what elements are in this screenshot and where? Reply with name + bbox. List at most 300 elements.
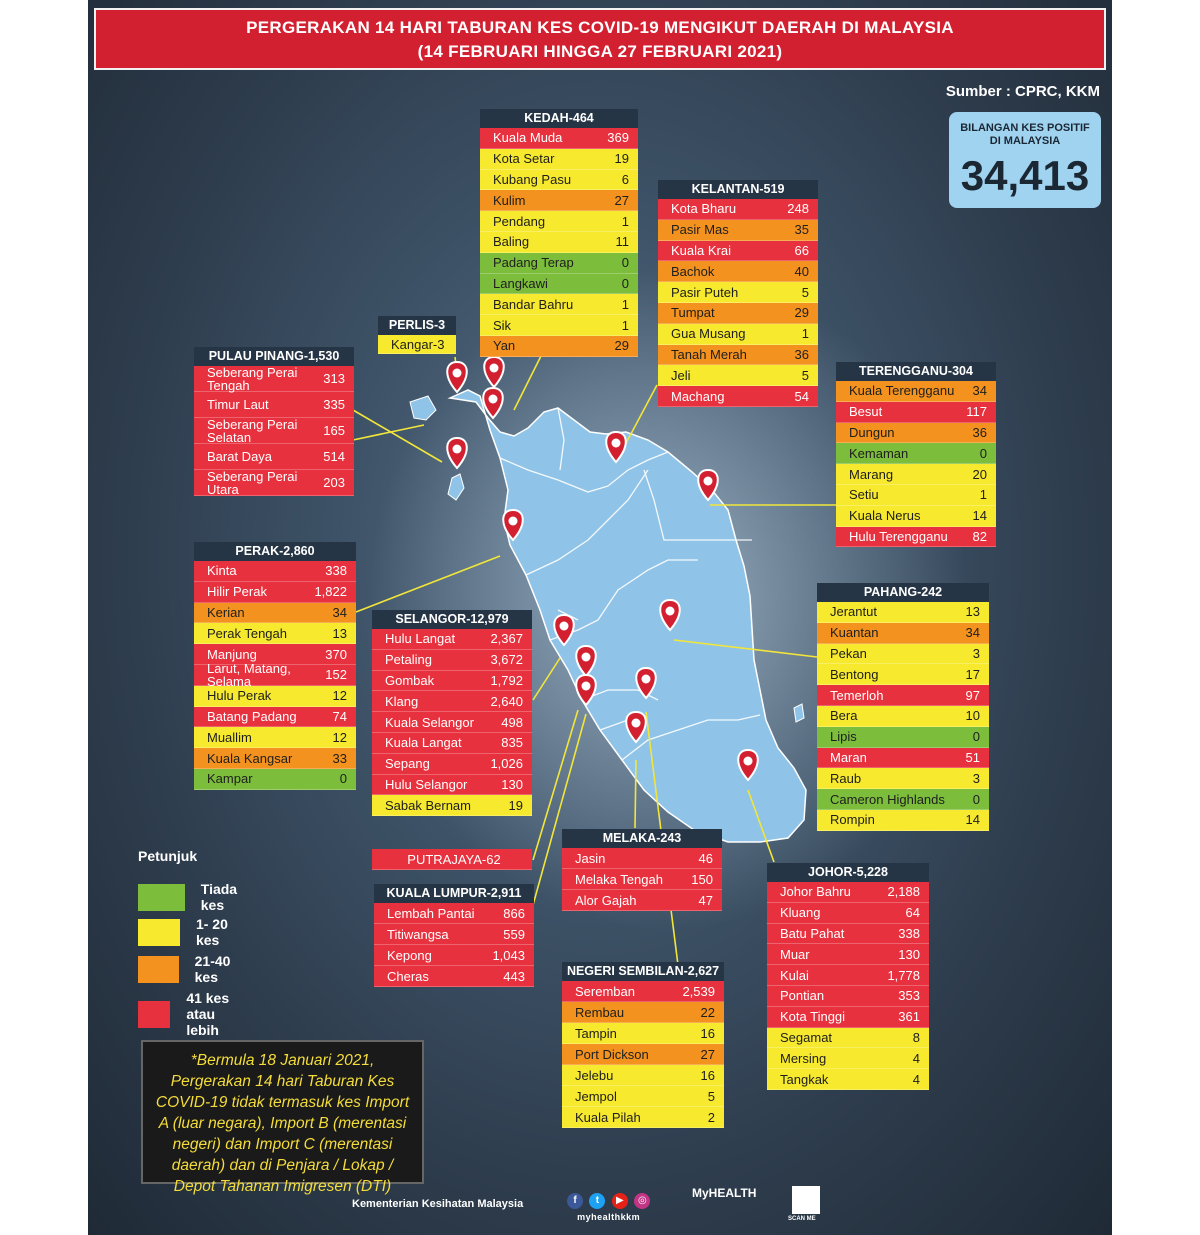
- district-value: 3,672: [490, 652, 523, 668]
- panel-title: PERLIS-3: [378, 316, 456, 335]
- district-value: 33: [332, 750, 347, 766]
- district-value: 36: [972, 424, 987, 440]
- district-value: 0: [339, 771, 347, 787]
- district-value: 165: [323, 423, 345, 438]
- district-row: [836, 423, 996, 444]
- panel-ns: [562, 962, 724, 1128]
- district-value: 2,188: [887, 884, 920, 900]
- district-name: Bentong: [830, 666, 879, 682]
- district-row: [562, 981, 724, 1002]
- district-name: Alor Gajah: [575, 892, 637, 908]
- district-value: 46: [698, 850, 713, 866]
- district-row: [372, 629, 532, 650]
- poster: [88, 0, 1112, 1235]
- district-row: [480, 128, 638, 149]
- district-value: 29: [614, 338, 629, 354]
- district-name: Kuala Selangor: [385, 714, 474, 730]
- district-name: Cheras: [387, 968, 429, 984]
- district-name: Petaling: [385, 652, 432, 668]
- district-row: [374, 945, 534, 966]
- district-name: Baling: [493, 234, 530, 250]
- district-row: [658, 365, 818, 386]
- district-value: 443: [503, 968, 525, 984]
- district-name: Machang: [671, 388, 725, 404]
- district-name: Kuala Kangsar: [207, 750, 293, 766]
- district-name: Titiwangsa: [387, 926, 449, 942]
- district-value: 514: [323, 449, 345, 464]
- district-row: [562, 1065, 724, 1086]
- district-value: 5: [801, 284, 809, 300]
- district-value: 559: [503, 926, 525, 942]
- district-name: Pontian: [780, 988, 825, 1004]
- district-row: [194, 561, 356, 582]
- district-value: 97: [965, 687, 980, 703]
- district-row: [372, 712, 532, 733]
- district-name: Hilir Perak: [207, 584, 267, 600]
- district-row: [817, 623, 989, 644]
- youtube-icon[interactable]: ▶: [612, 1193, 628, 1209]
- district-value: 335: [323, 397, 345, 412]
- social-handle: myhealthkkm: [577, 1212, 641, 1222]
- district-name: Seberang Perai Tengah: [207, 364, 298, 393]
- district-name: Larut, Matang, Selama: [207, 660, 291, 689]
- twitter-icon[interactable]: t: [589, 1193, 605, 1209]
- district-value: 0: [621, 275, 629, 291]
- panel-kl: [374, 884, 534, 987]
- district-row: [767, 903, 929, 924]
- district-name: Kepong: [387, 947, 432, 963]
- district-value: 14: [965, 812, 980, 828]
- district-name: Kemaman: [849, 445, 909, 461]
- legend-label: 21-40 kes: [194, 953, 231, 985]
- district-row: [767, 1069, 929, 1090]
- panel-title: KEDAH-464: [480, 109, 638, 128]
- panel-title: JOHOR-5,228: [767, 863, 929, 882]
- district-name: Tumpat: [671, 305, 715, 321]
- district-row: [767, 944, 929, 965]
- legend-swatch: [138, 919, 180, 946]
- district-name: Besut: [849, 404, 883, 420]
- panel-putrajaya: [372, 849, 532, 870]
- qr-code-icon[interactable]: [792, 1186, 820, 1214]
- panel-title: TERENGGANU-304: [836, 362, 996, 381]
- district-value: 361: [898, 1009, 920, 1025]
- district-value: 498: [501, 714, 523, 730]
- district-name: Kota Setar: [493, 151, 555, 167]
- title-line-2: (14 FEBRUARI HINGGA 27 FEBRUARI 2021): [417, 42, 783, 61]
- district-value: 4: [912, 1050, 920, 1066]
- district-row: [480, 315, 638, 336]
- district-row: [194, 444, 354, 470]
- panel-perak: [194, 542, 356, 790]
- district-name: Kulim: [493, 192, 526, 208]
- district-row: [658, 386, 818, 407]
- district-value: 1: [621, 317, 629, 333]
- district-name: Gombak: [385, 672, 435, 688]
- district-name: Rembau: [575, 1004, 625, 1020]
- district-name: Jasin: [575, 850, 606, 866]
- panel-johor: [767, 863, 929, 1090]
- district-name: Port Dickson: [575, 1046, 649, 1062]
- panel-selangor: [372, 610, 532, 816]
- district-value: 835: [501, 735, 523, 751]
- district-name: Gua Musang: [671, 326, 746, 342]
- title-line-1: PERGERAKAN 14 HARI TABURAN KES COVID-19 MENGIKUT DAERAH DI MALAYSIA: [246, 18, 954, 37]
- district-value: 13: [965, 604, 980, 620]
- district-name: Pendang: [493, 213, 546, 229]
- district-row: [658, 345, 818, 366]
- legend-swatch: [138, 1001, 170, 1028]
- total-cases-box: [949, 112, 1101, 208]
- legend-swatch: [138, 956, 179, 983]
- district-value: 1,822: [314, 584, 347, 600]
- district-value: 4: [912, 1071, 920, 1087]
- district-value: 74: [332, 708, 347, 724]
- legend-swatch: [138, 884, 185, 911]
- district-row: [817, 664, 989, 685]
- district-row: [372, 795, 532, 816]
- title-bar: [94, 8, 1106, 70]
- district-value: 1: [979, 487, 987, 503]
- district-name: Bera: [830, 708, 858, 724]
- district-row: [194, 769, 356, 790]
- district-row: [194, 707, 356, 728]
- district-value: 29: [794, 305, 809, 321]
- district-name: Rompin: [830, 812, 875, 828]
- panel-title: KELANTAN-519: [658, 180, 818, 199]
- district-row: [767, 882, 929, 903]
- district-value: 22: [700, 1004, 715, 1020]
- district-value: 5: [801, 367, 809, 383]
- district-value: 47: [698, 892, 713, 908]
- district-name: Bandar Bahru: [493, 296, 574, 312]
- facebook-icon[interactable]: f: [567, 1193, 583, 1209]
- district-value: 27: [700, 1046, 715, 1062]
- district-value: 10: [965, 708, 980, 724]
- district-row: [817, 789, 989, 810]
- district-row: [817, 706, 989, 727]
- district-value: 13: [332, 625, 347, 641]
- district-value: 370: [325, 646, 347, 662]
- panel-title: PAHANG-242: [817, 583, 989, 602]
- district-name: Hulu Selangor: [385, 776, 468, 792]
- district-value: 12: [332, 729, 347, 745]
- district-value: 27: [614, 192, 629, 208]
- district-row: [767, 1028, 929, 1049]
- district-row: [372, 754, 532, 775]
- district-row: [480, 253, 638, 274]
- district-value: 11: [615, 234, 629, 250]
- district-value: 8: [912, 1029, 920, 1045]
- district-name: Kuala Muda: [493, 130, 563, 146]
- district-name: Seremban: [575, 983, 635, 999]
- district-row: [372, 691, 532, 712]
- district-row: [562, 1086, 724, 1107]
- district-name: Kota Tinggi: [780, 1009, 846, 1025]
- district-row: [658, 303, 818, 324]
- panel-title: PERAK-2,860: [194, 542, 356, 561]
- district-value: 1: [621, 296, 629, 312]
- panel-kelantan: [658, 180, 818, 407]
- panel-melaka: [562, 829, 722, 911]
- district-row: [562, 890, 722, 911]
- district-name: Pasir Puteh: [671, 284, 739, 300]
- district-row: [372, 775, 532, 796]
- district-name: Kulai: [780, 967, 809, 983]
- district-value: 369: [607, 130, 629, 146]
- district-name: Kluang: [780, 905, 821, 921]
- district-name: Tanah Merah: [671, 346, 747, 362]
- district-name: Barat Daya: [207, 449, 273, 464]
- district-row: [562, 1044, 724, 1065]
- district-name: Melaka Tengah: [575, 871, 663, 887]
- district-name: Jempol: [575, 1088, 617, 1104]
- district-value: 1,778: [887, 967, 920, 983]
- district-name: Seberang Perai Utara: [207, 468, 298, 497]
- district-name: Jeli: [671, 367, 691, 383]
- district-value: 5: [707, 1088, 715, 1104]
- district-value: 40: [794, 263, 809, 279]
- district-row: [480, 336, 638, 357]
- district-row: [562, 848, 722, 869]
- district-value: 16: [700, 1067, 715, 1083]
- district-name: Manjung: [207, 646, 257, 662]
- district-name: Marang: [849, 466, 894, 482]
- district-row: [817, 768, 989, 789]
- instagram-icon[interactable]: ◎: [634, 1193, 650, 1209]
- district-value: 66: [794, 242, 809, 258]
- source-label: Sumber : CPRC, KKM: [945, 83, 1100, 100]
- footer-social: [566, 1190, 651, 1222]
- district-row: [194, 623, 356, 644]
- district-value: 34: [965, 625, 980, 641]
- district-name: Klang: [385, 693, 419, 709]
- district-row: [480, 190, 638, 211]
- district-name: Lembah Pantai: [387, 905, 475, 921]
- district-row: [372, 733, 532, 754]
- district-value: 0: [621, 255, 629, 271]
- district-value: 34: [332, 604, 347, 620]
- district-name: Temerloh: [830, 687, 884, 703]
- district-value: 1: [801, 326, 809, 342]
- district-value: 150: [691, 871, 713, 887]
- district-value: 338: [898, 925, 920, 941]
- district-value: 16: [700, 1025, 715, 1041]
- district-value: 866: [503, 905, 525, 921]
- district-name: Tangkak: [780, 1071, 829, 1087]
- district-name: Kuala Terengganu: [849, 383, 955, 399]
- district-value: 130: [501, 776, 523, 792]
- district-name: Hulu Perak: [207, 688, 272, 704]
- district-name: Segamat: [780, 1029, 833, 1045]
- district-name: Muar: [780, 946, 810, 962]
- district-name: Maran: [830, 749, 867, 765]
- district-value: 51: [965, 749, 980, 765]
- district-value: 20: [972, 466, 987, 482]
- district-value: 0: [972, 791, 980, 807]
- legend-label: 41 kes atau lebih: [186, 990, 230, 1038]
- legend: [138, 848, 238, 1038]
- district-name: Sabak Bernam: [385, 797, 471, 813]
- district-value: 0: [972, 729, 980, 745]
- district-name: Kuala Pilah: [575, 1109, 641, 1125]
- district-row: [480, 170, 638, 191]
- district-row: [562, 1023, 724, 1044]
- district-name: Kerian: [207, 604, 245, 620]
- district-row: [767, 1048, 929, 1069]
- district-name: Pekan: [830, 645, 867, 661]
- district-row: [817, 602, 989, 623]
- district-value: 0: [979, 445, 987, 461]
- panel-title: SELANGOR-12,979: [372, 610, 532, 629]
- district-value: 313: [323, 371, 345, 386]
- district-row: [658, 324, 818, 345]
- district-value: 1,026: [490, 756, 523, 772]
- legend-item-low: [138, 916, 237, 948]
- district-row: [767, 1007, 929, 1028]
- district-name: Yan: [493, 338, 516, 354]
- district-row: [194, 366, 354, 392]
- district-row: [836, 527, 996, 548]
- district-value: 203: [323, 475, 345, 490]
- panel-perlis: [378, 316, 456, 354]
- district-row: [374, 966, 534, 987]
- district-row: [372, 650, 532, 671]
- district-name: Padang Terap: [493, 255, 574, 271]
- district-row: [372, 671, 532, 692]
- district-value: 19: [614, 151, 629, 167]
- district-name: Hulu Terengganu: [849, 528, 948, 544]
- district-row: [562, 869, 722, 890]
- district-value: 14: [972, 508, 987, 524]
- district-row: [817, 727, 989, 748]
- district-value: 17: [965, 666, 980, 682]
- district-value: 338: [325, 563, 347, 579]
- panel-title: KUALA LUMPUR-2,911: [374, 884, 534, 903]
- district-row: [658, 261, 818, 282]
- district-row: [194, 418, 354, 444]
- panel-title: NEGERI SEMBILAN-2,627: [562, 962, 724, 981]
- panel-kedah: [480, 109, 638, 357]
- district-row: [374, 903, 534, 924]
- district-row: [817, 644, 989, 665]
- district-name: Cameron Highlands: [830, 791, 945, 807]
- district-value: 2,640: [490, 693, 523, 709]
- district-value: 353: [898, 988, 920, 1004]
- district-name: Pasir Mas: [671, 222, 729, 238]
- district-row: [767, 986, 929, 1007]
- district-row: [480, 274, 638, 295]
- district-value: 64: [905, 905, 920, 921]
- panel-terengganu: [836, 362, 996, 547]
- district-name: Kota Bharu: [671, 201, 737, 217]
- district-name: Johor Bahru: [780, 884, 851, 900]
- district-value: 54: [794, 388, 809, 404]
- district-row: [767, 965, 929, 986]
- qr-scan-label: SCAN ME: [788, 1216, 816, 1222]
- footer-ministry: Kementerian Kesihatan Malaysia: [352, 1198, 524, 1210]
- putrajaya-label: PUTRAJAYA-62: [372, 849, 532, 870]
- district-row: [194, 660, 356, 689]
- district-row: [658, 241, 818, 262]
- district-value: 19: [508, 797, 523, 813]
- district-row: [836, 402, 996, 423]
- district-value: 1,792: [490, 672, 523, 688]
- district-row: [480, 211, 638, 232]
- district-name: Tampin: [575, 1025, 617, 1041]
- district-row: [480, 294, 638, 315]
- total-cases-label: BILANGAN KES POSITIF DI MALAYSIA: [960, 122, 1090, 147]
- district-value: 12: [332, 688, 347, 704]
- district-value: 248: [787, 201, 809, 217]
- district-row: [836, 443, 996, 464]
- district-value: 2,539: [682, 983, 715, 999]
- district-row: [836, 464, 996, 485]
- district-name: Sik: [493, 317, 512, 333]
- district-row: [480, 232, 638, 253]
- district-name: Batang Padang: [207, 708, 297, 724]
- district-row: [480, 149, 638, 170]
- district-name: Bachok: [671, 263, 715, 279]
- district-name: Jerantut: [830, 604, 877, 620]
- district-name: Perak Tengah: [207, 625, 287, 641]
- district-row: [374, 924, 534, 945]
- district-row: [658, 282, 818, 303]
- district-row: [562, 1107, 724, 1128]
- district-row: [836, 381, 996, 402]
- district-name: Kuala Langat: [385, 735, 462, 751]
- panel-penang: [194, 347, 354, 496]
- district-row: [836, 485, 996, 506]
- district-value: 2,367: [490, 631, 523, 647]
- district-value: 34: [972, 383, 987, 399]
- district-row: [767, 924, 929, 945]
- district-value: 36: [794, 346, 809, 362]
- district-name: Mersing: [780, 1050, 827, 1066]
- district-row: [194, 686, 356, 707]
- footnote: *Bermula 18 Januari 2021, Pergerakan 14 hari Taburan Kes COVID-19 tidak termasuk kes Import A (luar negara), Import B (merentasi negeri) dan Import C (merentasi daerah) dan di Penjara / Lokap / Depot Tahanan Imigresen (DTI): [141, 1040, 424, 1184]
- district-row: [836, 506, 996, 527]
- district-name: Raub: [830, 770, 862, 786]
- district-row: [194, 582, 356, 603]
- district-row: [817, 685, 989, 706]
- panel-pahang: [817, 583, 989, 831]
- district-value: 152: [325, 667, 347, 683]
- district-row: [194, 727, 356, 748]
- district-name: Muallim: [207, 729, 252, 745]
- district-name: Batu Pahat: [780, 925, 845, 941]
- district-name: Kuantan: [830, 625, 879, 641]
- district-name: Kuala Nerus: [849, 508, 921, 524]
- legend-title: Petunjuk: [138, 848, 198, 864]
- district-row: [562, 1002, 724, 1023]
- district-name: Timur Laut: [207, 397, 269, 412]
- legend-item-high: [138, 990, 247, 1038]
- legend-item-medium: [138, 953, 237, 985]
- district-row: [817, 748, 989, 769]
- legend-item-none: [138, 881, 250, 913]
- district-row: [194, 392, 354, 418]
- district-name: Dungun: [849, 424, 895, 440]
- legend-label: Tiada kes: [200, 881, 238, 913]
- district-name: Setiu: [849, 487, 879, 503]
- district-row: [194, 470, 354, 496]
- district-name: Jelebu: [575, 1067, 614, 1083]
- tioman-island: [794, 704, 804, 722]
- district-value: 1: [621, 213, 629, 229]
- district-row: [658, 199, 818, 220]
- district-name: Langkawi: [493, 275, 548, 291]
